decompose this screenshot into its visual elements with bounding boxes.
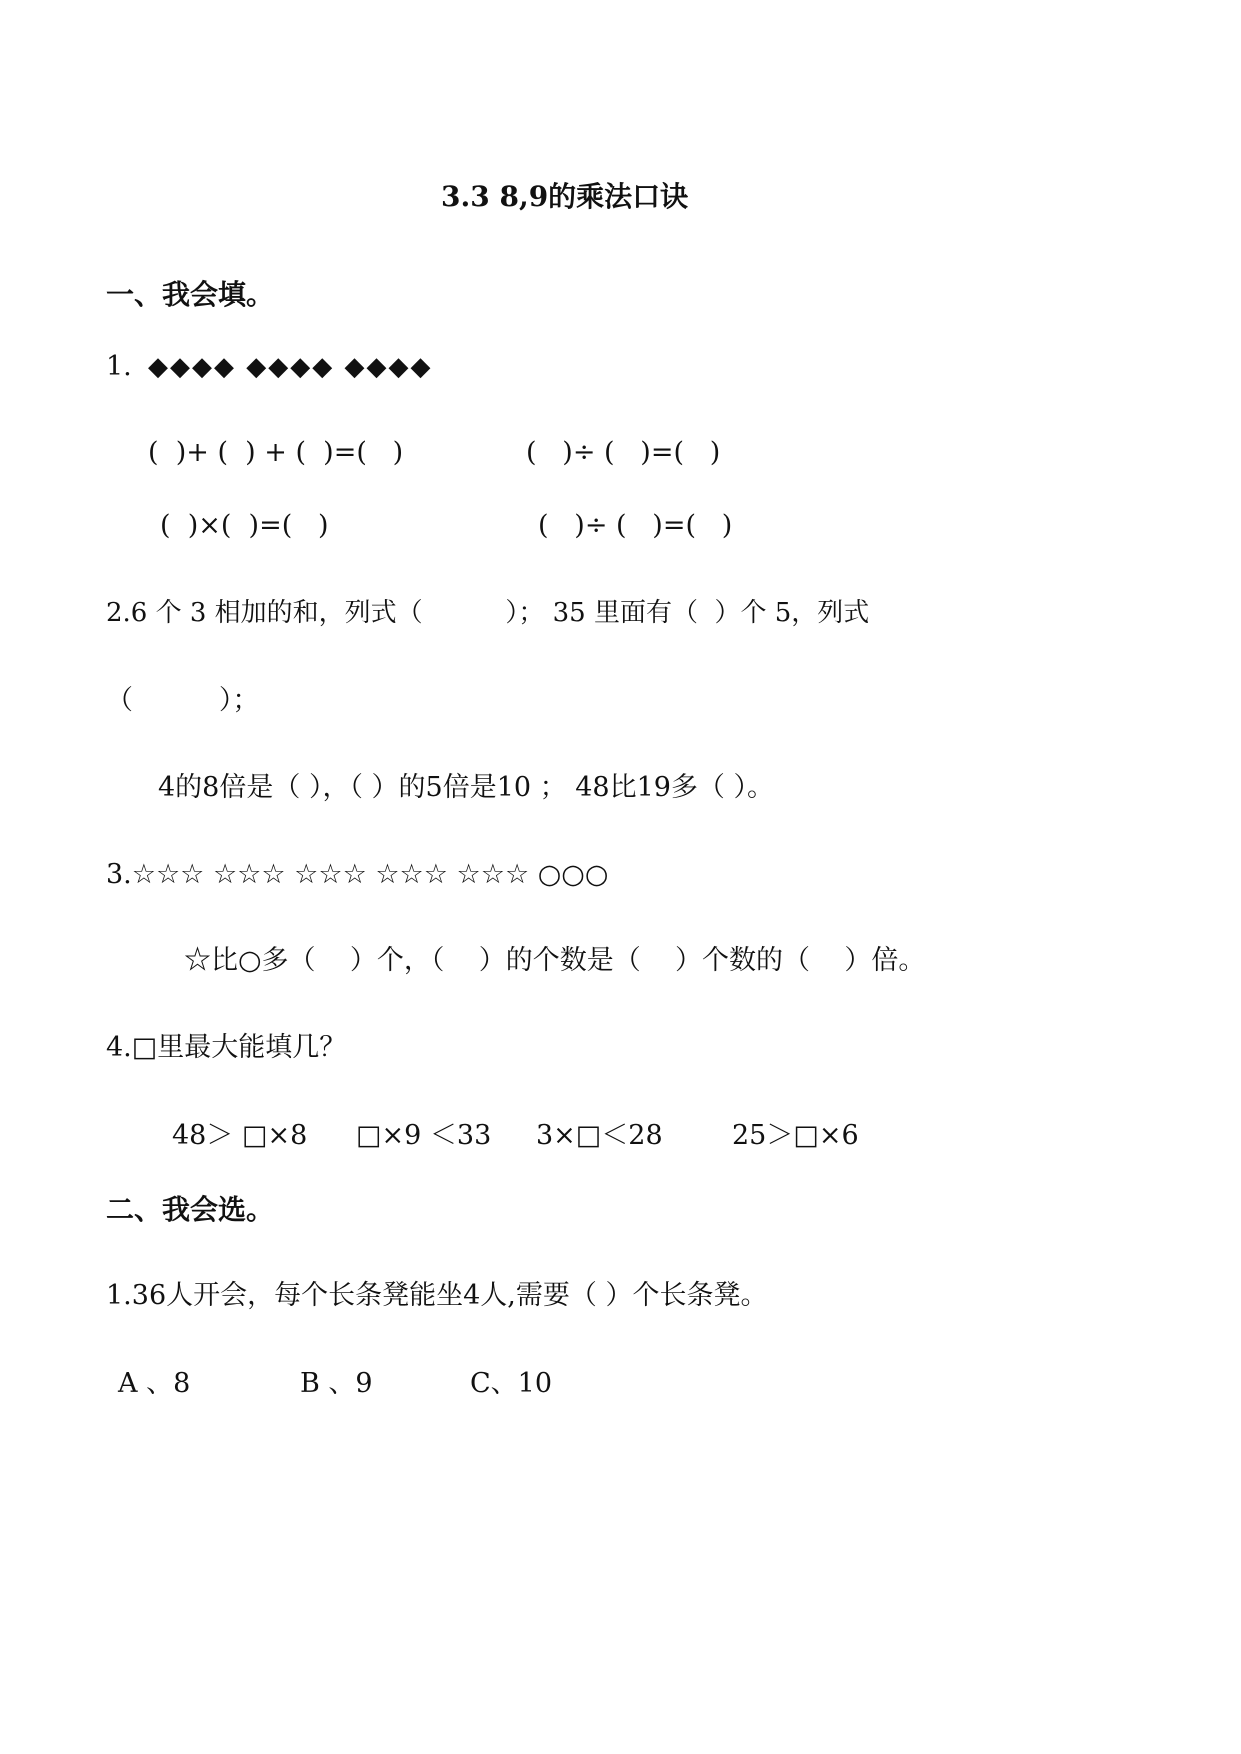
section-2-heading: 二、我会选。 — [106, 1193, 275, 1226]
q2-line1: 2.6 个 3 相加的和，列式（ ）； 35 里面有（ ）个 5，列式 — [106, 598, 870, 628]
q4-prompt: 4.□里最大能填几？ — [106, 1032, 347, 1063]
q1-label: 1. — [106, 351, 132, 382]
q4-item: 25＞□×6 — [732, 1120, 859, 1151]
q1-eq-mul: ( )×( )=( ) — [160, 510, 329, 541]
option-c: C、10 — [470, 1368, 553, 1399]
option-a: A 、8 — [118, 1368, 191, 1399]
q4-item: □×9 ＜33 — [356, 1120, 492, 1151]
q2-line2: （ ）； — [106, 685, 260, 716]
q4-item: 3×□＜28 — [536, 1120, 663, 1151]
q2-line3: 4的8倍是（ ），（ ）的5倍是10 ； 48比19多（ ）。 — [158, 772, 775, 803]
q1-eq-div2: ( )÷ ( )=( ) — [538, 510, 733, 541]
q1-eq-div1: ( )÷ ( )=( ) — [526, 437, 721, 468]
section-1-heading: 一、我会填。 — [106, 278, 275, 311]
q1-diamonds: ◆◆◆◆ ◆◆◆◆ ◆◆◆◆ — [148, 352, 433, 382]
s2-q1-question: 1.36人开会，每个长条凳能坐4人,需要（ ）个长条凳。 — [106, 1280, 768, 1311]
option-b: B 、9 — [300, 1368, 373, 1399]
q4-item: 48＞ □×8 — [172, 1120, 308, 1151]
page-title: 3.3 8,9的乘法口诀 — [441, 180, 689, 213]
q3-question: ☆比○多（ ）个，（ ）的个数是（ ）个数的（ ）倍。 — [184, 945, 926, 976]
q1-eq-add: ( )+ ( ) + ( )=( ) — [148, 437, 404, 468]
q3-shapes: 3.☆☆☆ ☆☆☆ ☆☆☆ ☆☆☆ ☆☆☆ ○○○ — [106, 859, 609, 890]
